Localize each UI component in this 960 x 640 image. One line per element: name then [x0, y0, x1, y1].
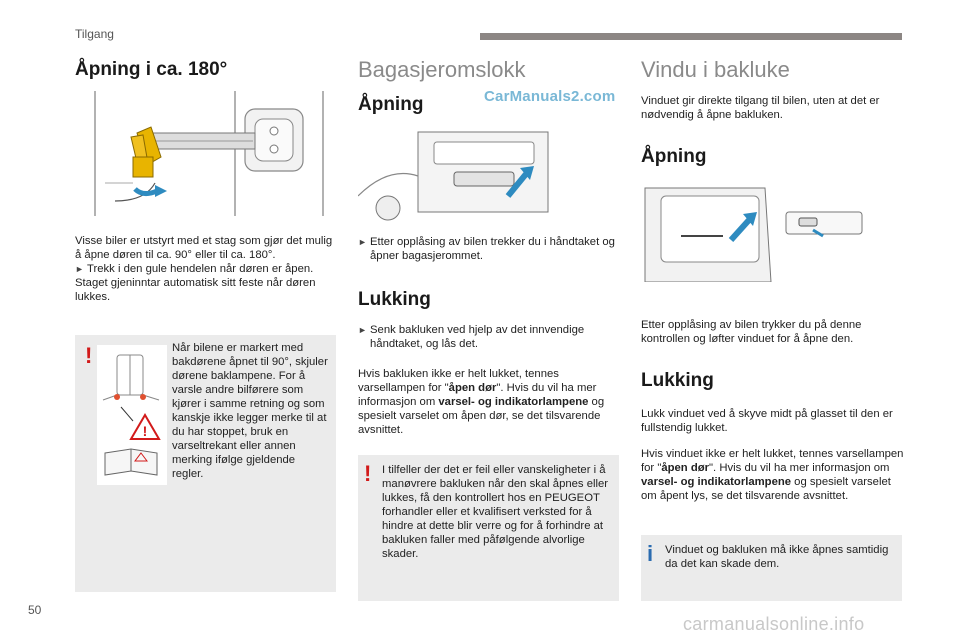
boot-opening-title: Åpning [358, 94, 424, 115]
door-180-warning-text: Når bilene er markert med bakdørene åpnet til 90°, skjuler dørene baklampene. For å varsle andre bilførere som kjører i samme retning og som kanskje ikke legger merke til at du har stoppet, bruk en varseltrekant eller annen merking ifølge gjeldende regler. [172, 342, 328, 480]
door-180-para2: Staget gjeninntar automatisk sitt feste når døren lukkes. [75, 277, 316, 303]
header-bar [480, 33, 902, 40]
bullet-arrow-icon: ► [358, 325, 367, 335]
window-door-warning-para: Hvis vinduet ikke er helt lukket, tennes varsellampen for "åpen dør". Hvis du vil ha mer informasjon om varsel- og indikatorlampene og spesielt varselet om åpent lys, se det tilsvarende avsnittet. [641, 448, 904, 502]
footer-watermark: carmanualsonline.info [683, 614, 865, 634]
boot-opening-bullet-text: Etter opplåsing av bilen trekker du i håndtaket og åpner bagasjerommet. [370, 236, 615, 262]
warning-exclamation-icon: ! [364, 461, 372, 486]
van-rear-illustration [97, 345, 167, 485]
boot-opening-figure [358, 126, 558, 221]
boot-warning-box [358, 455, 619, 601]
door-stay-illustration [75, 91, 327, 216]
window-opening-figure [641, 184, 865, 282]
window-closing-title: Lukking [641, 370, 714, 391]
svg-text:!: ! [142, 423, 148, 439]
door-180-title: Åpning i ca. 180° [75, 59, 228, 80]
door-180-bullet-text: Trekk i den gule hendelen når døren er åpen. [87, 263, 314, 275]
info-icon: i [647, 541, 654, 566]
boot-closing-title: Lukking [358, 289, 431, 310]
window-info-box [641, 535, 902, 601]
boot-closing-bullet [358, 323, 622, 351]
warning-triangle-figure [97, 345, 167, 485]
column-rear-window [641, 55, 905, 601]
door-180-warning-box [75, 335, 336, 592]
section-header: Tilgang [75, 27, 114, 41]
boot-lid-title: Bagasjeromslokk [358, 57, 526, 82]
rear-window-intro: Vinduet gir direkte tilgang til bilen, uten at det er nødvendig å åpne bakluken. [641, 95, 880, 121]
bullet-arrow-icon: ► [75, 264, 84, 274]
watermark-carmanuals: CarManuals2.com [484, 88, 616, 105]
door-stay-figure [75, 91, 327, 216]
boot-closing-bullet-text: Senk bakluken ved hjelp av det innvendige håndtaket, og lås det. [370, 324, 585, 350]
column-door-180 [75, 55, 339, 592]
page-number: 50 [28, 603, 42, 617]
boot-door-warning-para: Hvis bakluken ikke er helt lukket, tennes varsellampen for "åpen dør". Hvis du vil ha mer informasjon om varsel- og indikatorlampene og spesielt varselet om åpen dør, se det tilsvarende avsnittet. [358, 368, 605, 436]
bullet-arrow-icon: ► [358, 237, 367, 247]
door-180-para1: Visse biler er utstyrt med et stag som gjør det mulig å åpne døren til ca. 90° eller til ca. 180°. [75, 235, 333, 261]
window-info-text: Vinduet og bakluken må ikke åpnes samtidig da det kan skade dem. [665, 544, 889, 570]
warning-exclamation-icon: ! [85, 343, 93, 368]
window-opening-text: Etter opplåsing av bilen trykker du på denne kontrollen og løfter vinduet for å åpne den. [641, 319, 862, 345]
boot-handle-illustration [358, 126, 558, 221]
boot-warning-text: I tilfeller der det er feil eller vanskeligheter i å manøvrere bakluken når den skal åpnes eller lukkes, få den kontrollert hos en PEUGEOT forhandler eller et kvalifisert verksted for å hindre at dette blir verre og for å forhindre at bakluken faller med påfølgende alvorlige skader. [382, 464, 609, 560]
rear-window-title: Vindu i bakluke [641, 57, 790, 82]
window-closing-text: Lukk vinduet ved å skyve midt på glasset til den er fullstendig lukket. [641, 408, 893, 434]
door-180-bullet [75, 262, 339, 276]
column-boot-lid [358, 55, 622, 601]
window-opening-title: Åpning [641, 146, 707, 167]
boot-opening-bullet [358, 235, 622, 263]
window-control-illustration [641, 184, 865, 282]
